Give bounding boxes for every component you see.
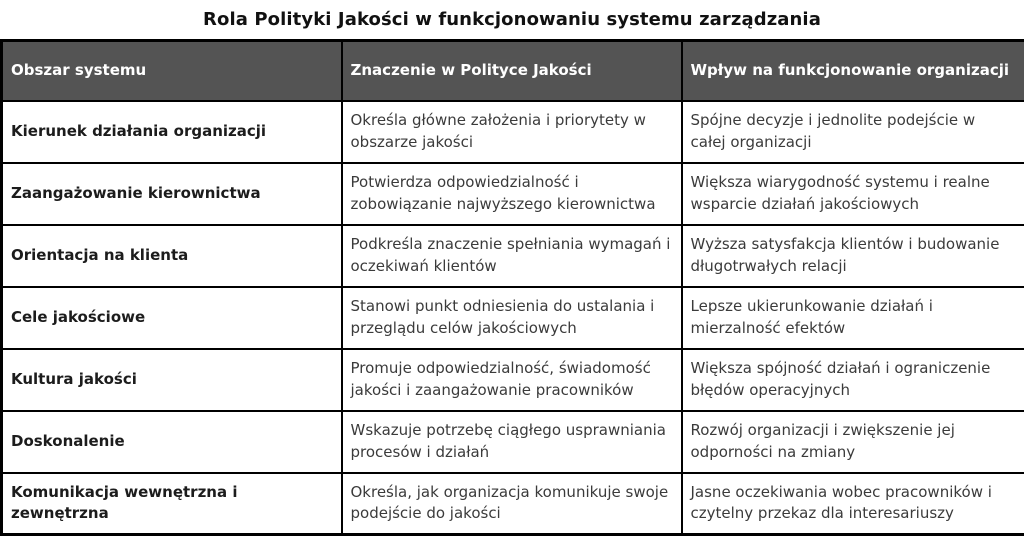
cell-area: Doskonalenie [2,411,342,473]
column-header-area: Obszar systemu [2,41,342,101]
cell-area: Kierunek działania organizacji [2,101,342,163]
cell-meaning: Potwierdza odpowiedzialność i zobowiązanie najwyższego kierownictwa [342,163,682,225]
cell-area: Zaangażowanie kierownictwa [2,163,342,225]
cell-impact: Większa wiarygodność systemu i realne wsparcie działań jakościowych [682,163,1024,225]
cell-impact: Rozwój organizacji i zwiększenie jej odporności na zmiany [682,411,1024,473]
table-row [2,473,1024,535]
cell-impact: Jasne oczekiwania wobec pracowników i czytelny przekaz dla interesariuszy [682,473,1024,535]
page-title: Rola Polityki Jakości w funkcjonowaniu systemu zarządzania [203,9,821,30]
cell-meaning: Stanowi punkt odniesienia do ustalania i przeglądu celów jakościowych [342,287,682,349]
cell-meaning: Określa, jak organizacja komunikuje swoje podejście do jakości [342,473,682,535]
column-header-meaning: Znaczenie w Polityce Jakości [342,41,682,101]
cell-impact: Spójne decyzje i jednolite podejście w całej organizacji [682,101,1024,163]
cell-area: Cele jakościowe [2,287,342,349]
cell-impact: Większa spójność działań i ograniczenie błędów operacyjnych [682,349,1024,411]
table-row [2,163,1024,225]
table-row [2,225,1024,287]
table-row [2,287,1024,349]
table-header-row [2,41,1024,101]
cell-meaning: Promuje odpowiedzialność, świadomość jakości i zaangażowanie pracowników [342,349,682,411]
table-row [2,411,1024,473]
cell-meaning: Wskazuje potrzebę ciągłego usprawniania procesów i działań [342,411,682,473]
column-header-impact: Wpływ na funkcjonowanie organizacji [682,41,1024,101]
cell-impact: Lepsze ukierunkowanie działań i mierzalność efektów [682,287,1024,349]
quality-policy-table [0,39,1024,536]
table-row [2,349,1024,411]
cell-impact: Wyższa satysfakcja klientów i budowanie długotrwałych relacji [682,225,1024,287]
table-row [2,101,1024,163]
cell-area: Orientacja na klienta [2,225,342,287]
cell-area: Kultura jakości [2,349,342,411]
cell-meaning: Podkreśla znaczenie spełniania wymagań i oczekiwań klientów [342,225,682,287]
cell-area: Komunikacja wewnętrzna i zewnętrzna [2,473,342,535]
cell-meaning: Określa główne założenia i priorytety w obszarze jakości [342,101,682,163]
